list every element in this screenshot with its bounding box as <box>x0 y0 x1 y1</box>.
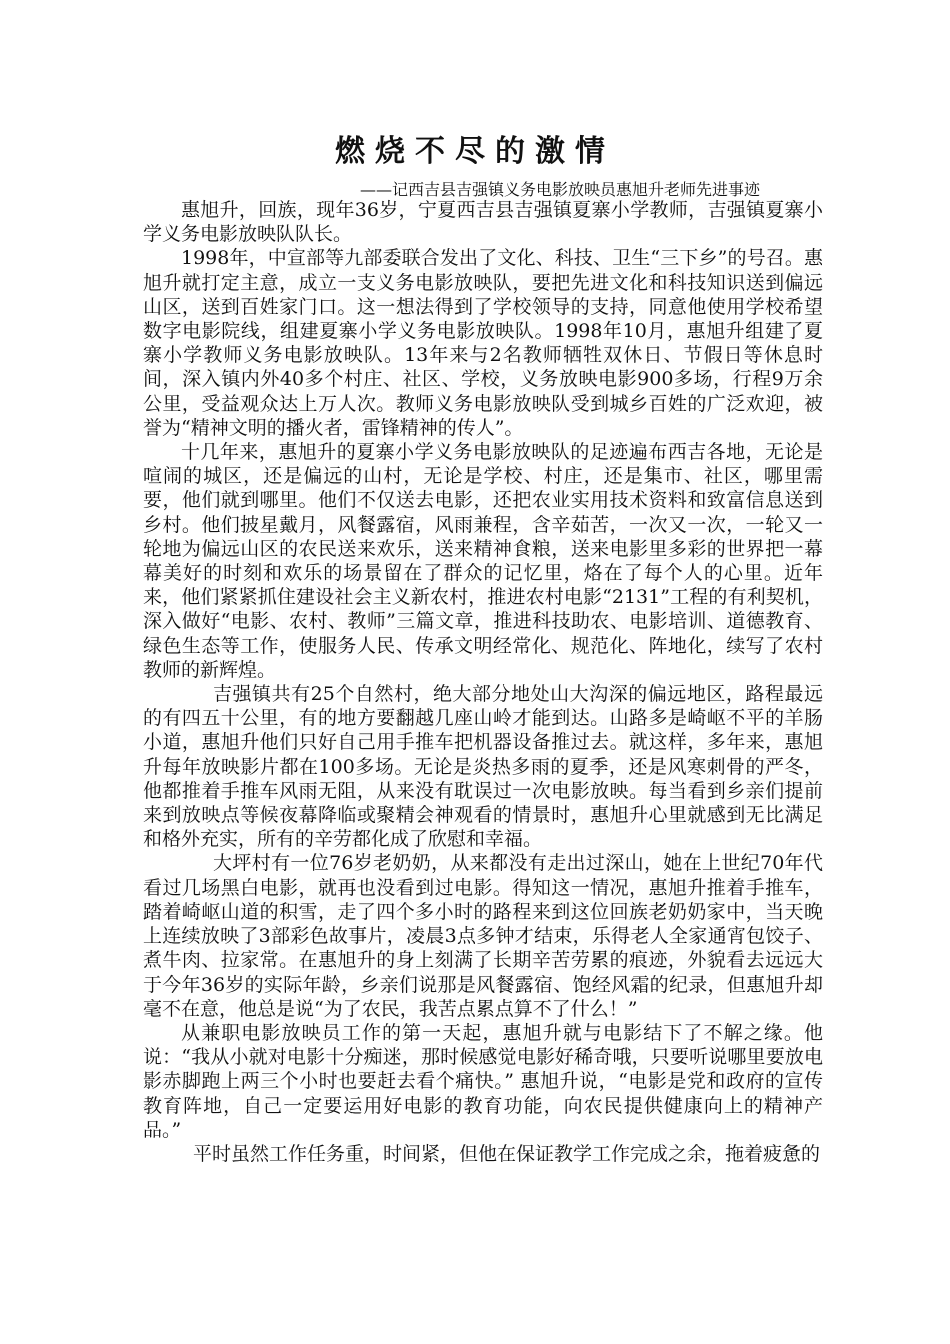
paragraph-film-bond: 从兼职电影放映员工作的第一天起，惠旭升就与电影结下了不解之缘。他说：“我从小就对电影十分痴迷，那时候感觉电影好稀奇哦，只要听说哪里要放电影赤脚跑上两三个小时也要赶去看个痛快。” 惠旭升说，“电影是党和政府的宣传教育阵地，自己一定要运用好电影的教育功能，向农民提供健康向上的精神产品。” <box>143 1021 823 1141</box>
document-title: 燃烧不尽的激情 <box>335 134 615 169</box>
paragraph-jiqiang-town: 吉强镇共有25个自然村，绝大部分地处山大沟深的偏远地区，路程最远的有四五十公里，有的地方要翻越几座山岭才能到达。山路多是崎岖不平的羊肠小道，惠旭升他们只好自己用手推车把机器设备推过去。就这样，多年来，惠旭升每年放映影片都在100多场。无论是炎热多雨的夏季，还是风寒刺骨的严冬，他都推着手推车风雨无阻，从来没有耽误过一次电影放映。每当看到乡亲们提前来到放映点等候夜幕降临或聚精会神观看的情景时，惠旭升心里就感到无比满足和格外充实，所有的辛劳都化成了欣慰和幸福。 <box>143 683 823 851</box>
document-subtitle: ——记西吉县吉强镇义务电影放映员惠旭升老师先进事迹 <box>360 180 761 199</box>
paragraph-intro: 惠旭升，回族，现年36岁，宁夏西吉县吉强镇夏寨小学教师，吉强镇夏寨小学义务电影放映队队长。 <box>143 199 823 246</box>
paragraph-footprints: 十几年来，惠旭升的夏寨小学义务电影放映队的足迹遍布西吉各地，无论是喧闹的城区，还是偏远的山村，无论是学校、村庄，还是集市、社区，哪里需要，他们就到哪里。他们不仅送去电影，还把农业实用技术资料和致富信息送到乡村。他们披星戴月，风餐露宿，风雨兼程，含辛茹苦，一次又一次，一轮又一轮地为偏远山区的农民送来欢乐，送来精神食粮，送来电影里多彩的世界把一幕幕美好的时刻和欢乐的场景留在了群众的记忆里，烙在了每个人的心里。近年来，他们紧紧抓住建设社会主义新农村，推进农村电影“2131”工程的有利契机，深入做好“电影、农村、教师”三篇文章，推进科技助农、电影培训、道德教育、绿色生态等工作，使服务人民、传承文明经常化、规范化、阵地化，续写了农村教师的新辉煌。 <box>143 441 823 681</box>
paragraph-1998: 1998年，中宣部等九部委联合发出了文化、科技、卫生“三下乡”的号召。惠旭升就打定主意，成立一支义务电影放映队，要把先进文化和科技知识送到偏远山区，送到百姓家门口。这一想法得到了学校领导的支持，同意他使用学校希望数字电影院线，组建夏寨小学义务电影放映队。1998年10月，惠旭升组建了夏寨小学教师义务电影放映队。13年来与2名教师牺牲双休日、节假日等休息时间，深入镇内外40多个村庄、社区、学校，义务放映电影900多场，行程9万余公里，受益观众达上万人次。教师义务电影放映队受到城乡百姓的广泛欢迎，被誉为“精神文明的播火者，雷锋精神的传人”。 <box>143 247 823 439</box>
document-body <box>143 198 823 1166</box>
paragraph-daping-village: 大坪村有一位76岁老奶奶，从来都没有走出过深山，她在上世纪70年代看过几场黑白电影，就再也没看到过电影。得知这一情况，惠旭升推着手推车，踏着崎岖山道的积雪，走了四个多小时的路程来到这位回族老奶奶家中，当天晚上连续放映了3部彩色故事片，凌晨3点多钟才结束，乐得老人全家通宵包饺子、煮牛肉、拉家常。在惠旭升的身上刻满了长期辛苦劳累的痕迹，外貌看去远远大于今年36岁的实际年龄，乡亲们说那是风餐露宿、饱经风霜的纪录，但惠旭升却毫不在意，他总是说“为了农民，我苦点累点算不了什么！” <box>143 852 823 1020</box>
paragraph-daily-work: 平时虽然工作任务重，时间紧，但他在保证教学工作完成之余，拖着疲惫的 <box>193 1142 821 1165</box>
